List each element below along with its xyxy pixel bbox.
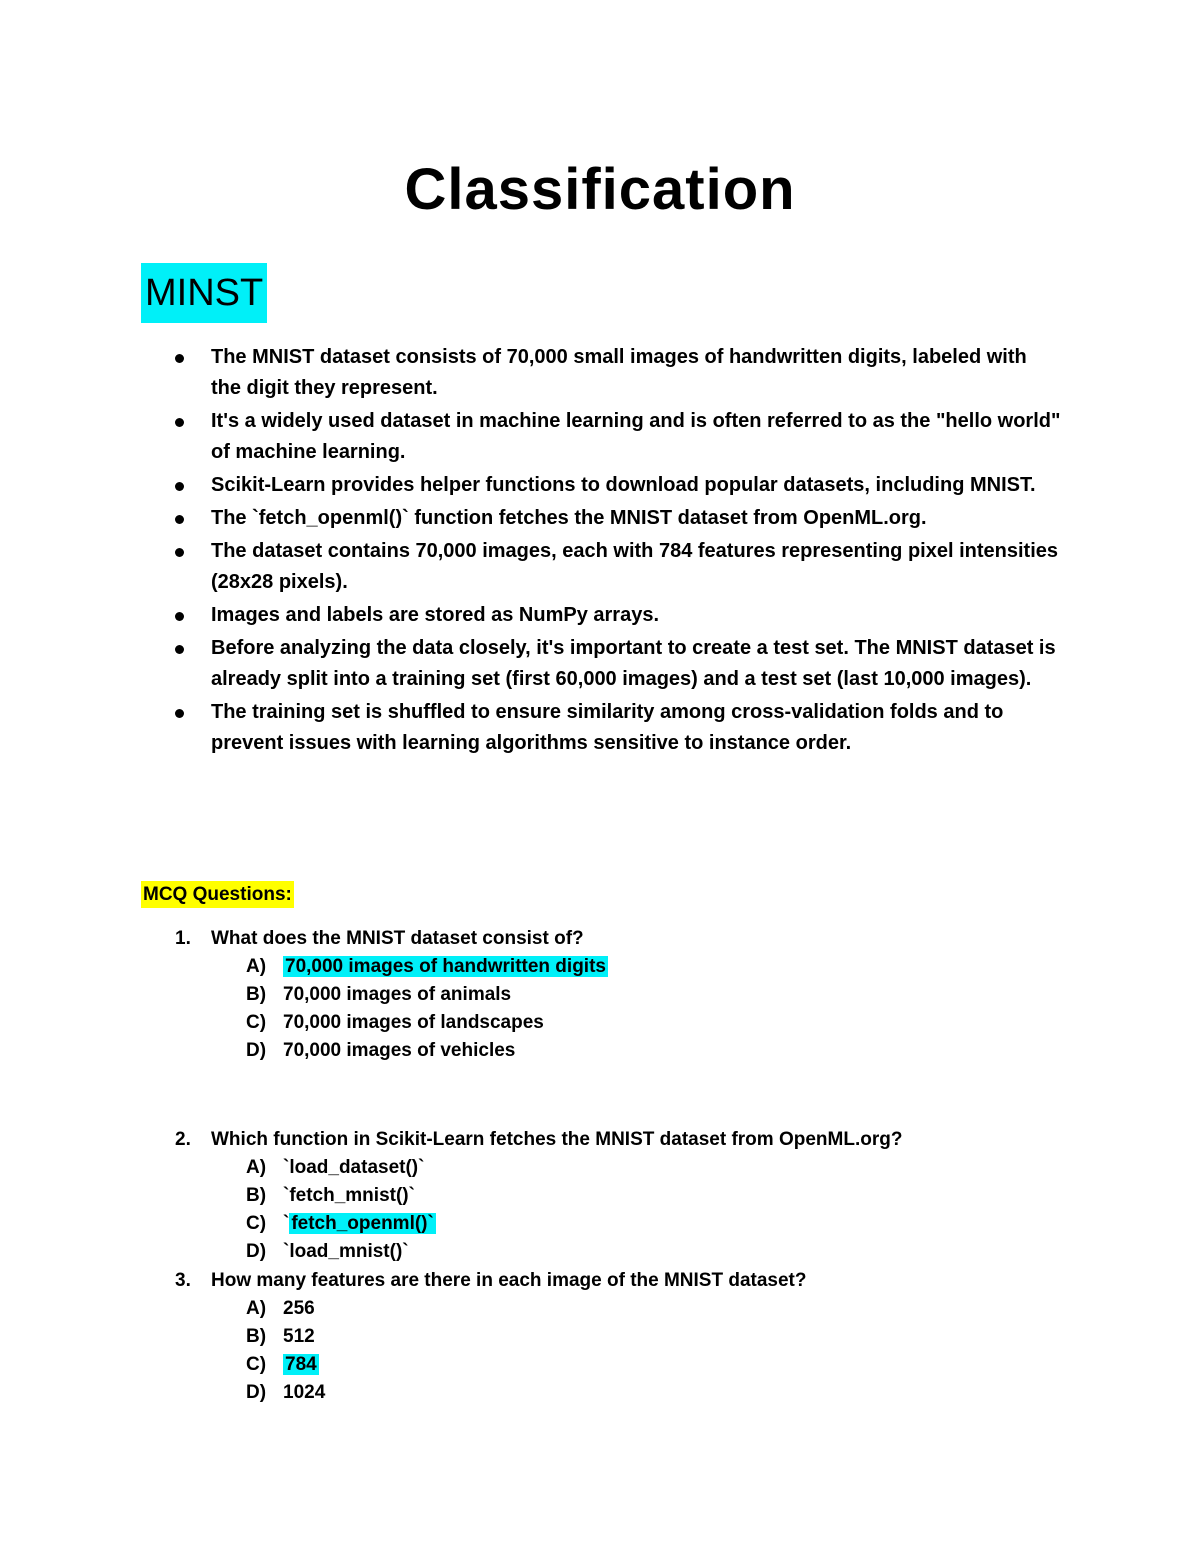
option-text: 70,000 images of animals xyxy=(283,984,512,1005)
option-letter: D) xyxy=(246,1382,267,1403)
mcq-question xyxy=(141,925,1101,1065)
option-letter: B) xyxy=(246,1326,267,1347)
bullet-text: Before analyzing the data closely, it's important to create a test set. The MNIST dataset is already split into a training set (first 60,000 images) and a test set (last 10,000 images). xyxy=(211,637,1056,690)
question-line xyxy=(141,1126,1101,1154)
option-letter: D) xyxy=(246,1040,267,1061)
bullet-text: It's a widely used dataset in machine learning and is often referred to as the "hello world" of machine learning. xyxy=(211,410,1061,463)
section-heading: MINST xyxy=(141,263,267,323)
bullet-item xyxy=(141,536,1061,598)
mcq-question xyxy=(141,1267,1101,1407)
question-number: 2. xyxy=(175,1129,191,1150)
bullet-dot-icon xyxy=(175,418,184,427)
bullet-text: The MNIST dataset consists of 70,000 small images of handwritten digits, labeled with the digit they represent. xyxy=(211,346,1027,399)
bullet-dot-icon xyxy=(175,515,184,524)
option-text: `load_dataset()` xyxy=(283,1157,425,1178)
bullet-item xyxy=(141,697,1061,759)
option-text: 512 xyxy=(283,1326,315,1347)
option-text: 256 xyxy=(283,1298,315,1319)
option-letter: A) xyxy=(246,1157,267,1178)
bullet-dot-icon xyxy=(175,612,184,621)
option-text: 70,000 images of landscapes xyxy=(283,1012,544,1033)
option-a xyxy=(141,1154,1101,1182)
option-d xyxy=(141,1379,1101,1407)
bullet-dot-icon xyxy=(175,482,184,491)
option-letter: B) xyxy=(246,984,267,1005)
correct-answer-highlight: 784 xyxy=(285,1354,317,1375)
bullet-item xyxy=(141,503,1061,534)
option-b xyxy=(141,1182,1101,1210)
correct-answer-highlight: 70,000 images of handwritten digits xyxy=(285,956,606,977)
option-text: `load_mnist()` xyxy=(283,1241,409,1262)
bullet-text: Scikit-Learn provides helper functions to download popular datasets, including MNIST. xyxy=(211,474,1036,496)
bullet-item xyxy=(141,406,1061,468)
bullet-text: The training set is shuffled to ensure similarity among cross-validation folds and to prevent issues with learning algorithms sensitive to instance order. xyxy=(211,701,1004,754)
bullet-item xyxy=(141,633,1061,695)
bullet-item xyxy=(141,470,1061,501)
bullet-item xyxy=(141,600,1061,631)
option-d xyxy=(141,1037,1101,1065)
mcq-heading: MCQ Questions: xyxy=(141,881,294,908)
mcq-question xyxy=(141,1126,1101,1266)
question-line xyxy=(141,1267,1101,1295)
page-title: Classification xyxy=(404,157,796,222)
question-number: 3. xyxy=(175,1270,191,1291)
option-text: 1024 xyxy=(283,1382,326,1403)
option-text: 70,000 images of vehicles xyxy=(283,1040,516,1061)
question-line xyxy=(141,925,1101,953)
option-text: `fetch_mnist()` xyxy=(283,1185,415,1206)
bullet-dot-icon xyxy=(175,548,184,557)
option-letter: A) xyxy=(246,1298,267,1319)
option-c xyxy=(141,1009,1101,1037)
bullet-dot-icon xyxy=(175,645,184,654)
option-a xyxy=(141,953,1101,981)
bullet-dot-icon xyxy=(175,709,184,718)
option-a xyxy=(141,1295,1101,1323)
bullet-text: The dataset contains 70,000 images, each with 784 features representing pixel intensities (28x28 pixels). xyxy=(211,540,1058,593)
correct-answer-highlight: fetch_openml()` xyxy=(291,1213,434,1234)
bullet-text: The `fetch_openml()` function fetches the MNIST dataset from OpenML.org. xyxy=(211,507,927,529)
bullet-text: Images and labels are stored as NumPy arrays. xyxy=(211,604,659,626)
question-text: How many features are there in each image of the MNIST dataset? xyxy=(211,1270,807,1291)
question-text: Which function in Scikit-Learn fetches the MNIST dataset from OpenML.org? xyxy=(211,1129,903,1150)
option-b xyxy=(141,1323,1101,1351)
option-b xyxy=(141,981,1101,1009)
option-letter: C) xyxy=(246,1354,267,1375)
bullet-list xyxy=(141,342,1061,761)
question-text: What does the MNIST dataset consist of? xyxy=(211,928,584,949)
option-prefix: ` xyxy=(283,1213,290,1234)
question-number: 1. xyxy=(175,928,191,949)
option-letter: A) xyxy=(246,956,267,977)
option-letter: C) xyxy=(246,1012,267,1033)
option-letter: C) xyxy=(246,1213,267,1234)
option-d xyxy=(141,1238,1101,1266)
option-c xyxy=(141,1210,1101,1238)
option-letter: D) xyxy=(246,1241,267,1262)
option-letter: B) xyxy=(246,1185,267,1206)
bullet-dot-icon xyxy=(175,354,184,363)
option-c xyxy=(141,1351,1101,1379)
bullet-item xyxy=(141,342,1061,404)
